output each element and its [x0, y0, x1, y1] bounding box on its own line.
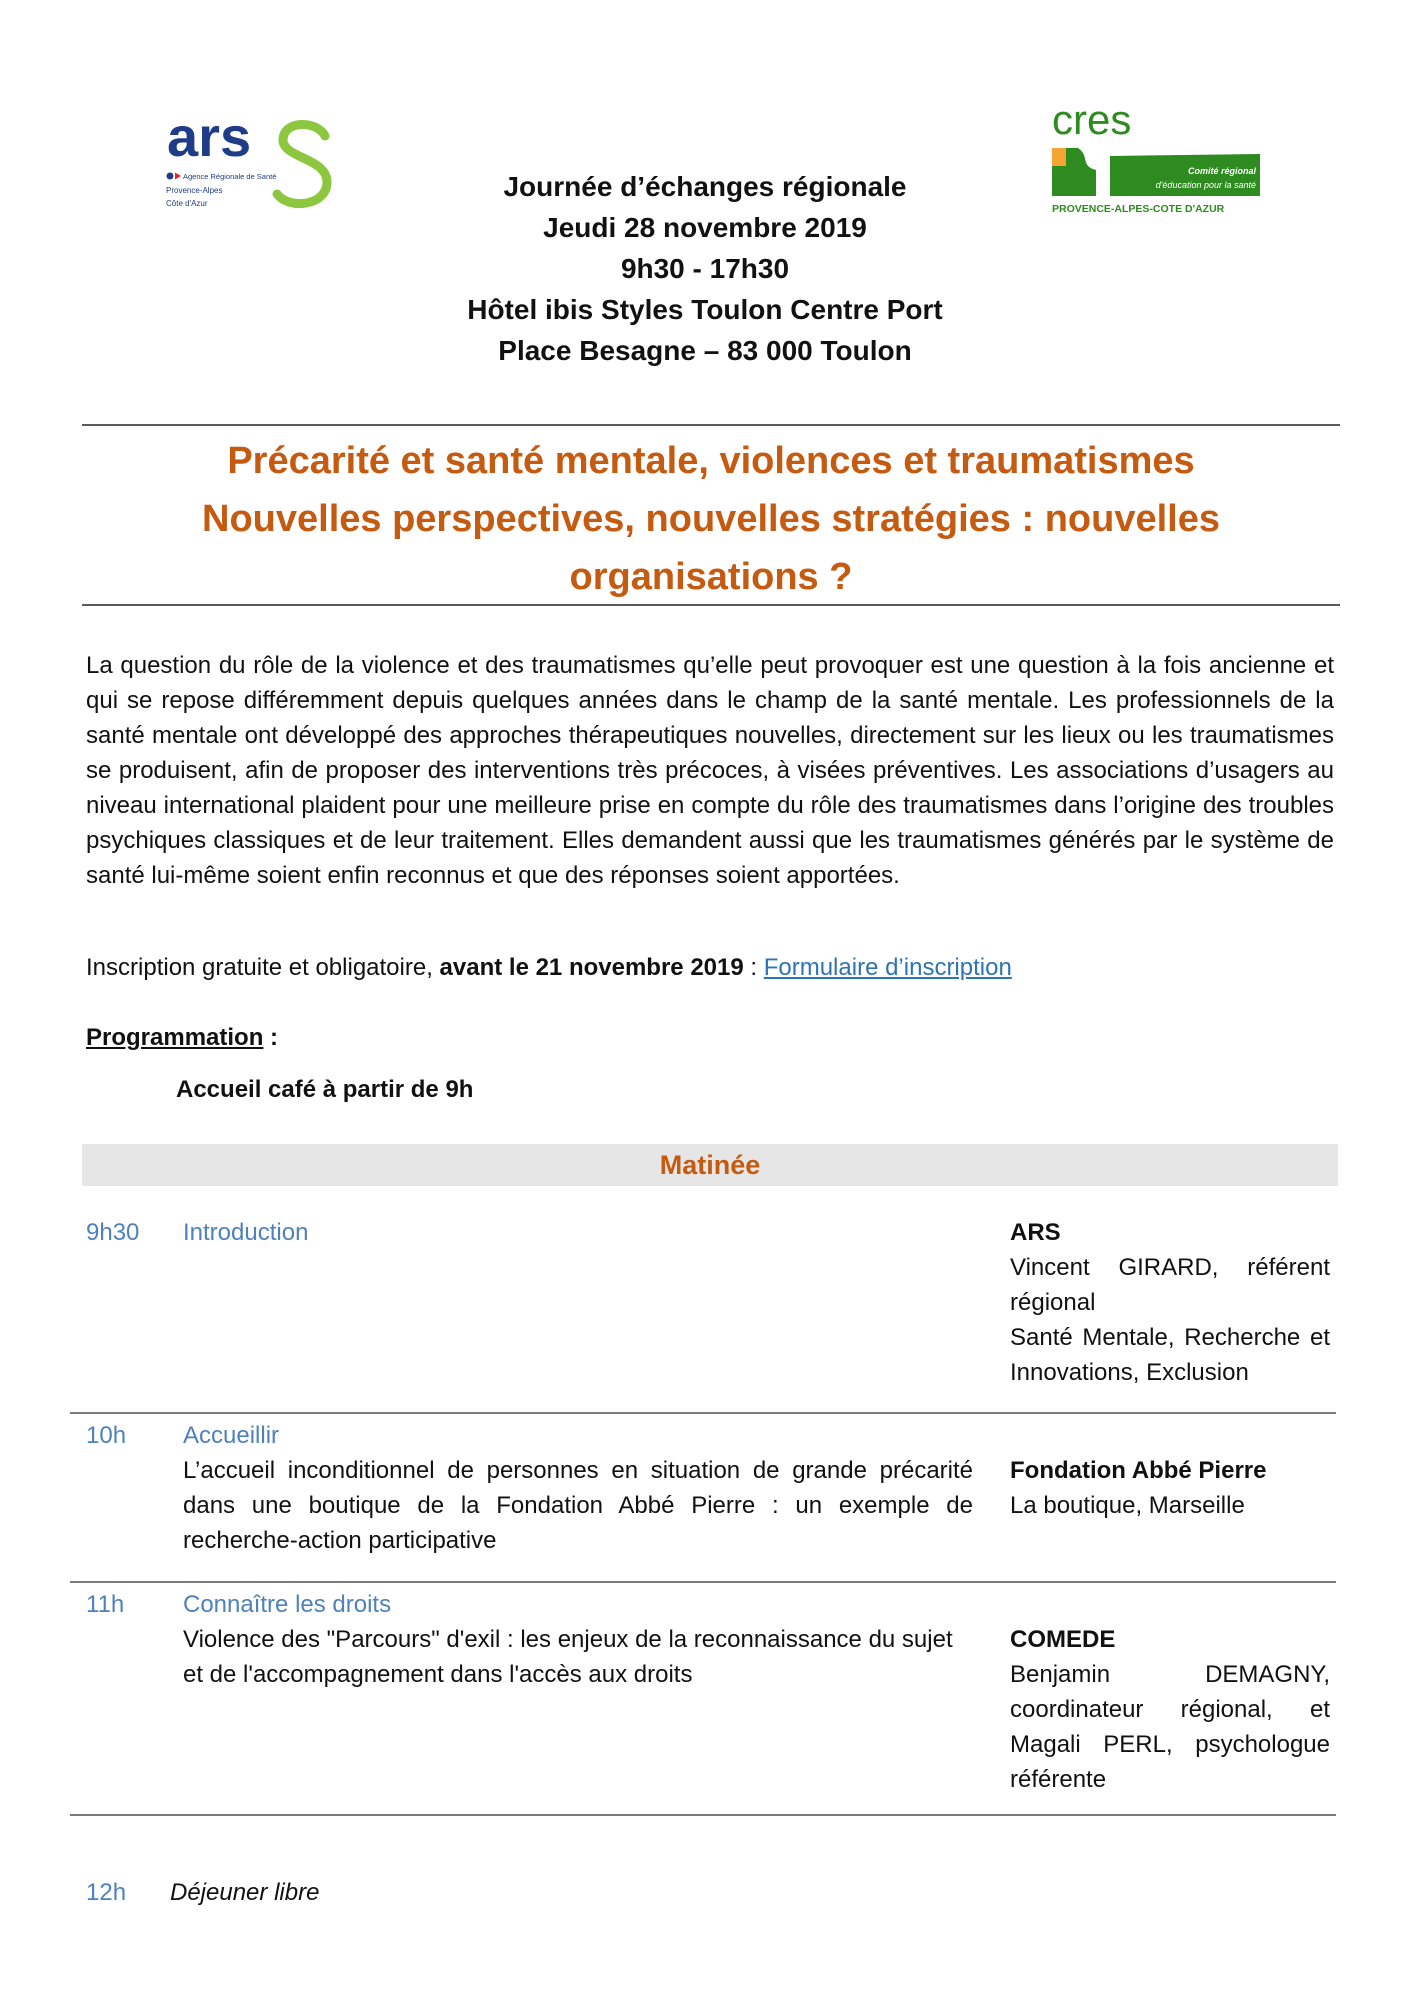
ars-logo-s-shape: [277, 124, 327, 203]
ars-logo-wordmark: ars: [167, 112, 252, 168]
inscription-separator: :: [743, 954, 764, 981]
speaker-detail: Santé Mentale, Recherche et Innovations, Exclusion: [1010, 1324, 1330, 1386]
speaker-organization: ARS: [1010, 1219, 1061, 1246]
event-header-address: Place Besagne – 83 000 Toulon: [498, 335, 912, 366]
cres-logo-line2: d'éducation pour la santé: [1155, 180, 1256, 190]
session-time: 9h30: [86, 1219, 140, 1246]
inscription-deadline: avant le 21 novembre 2019: [439, 954, 744, 981]
session-description: L’accueil inconditionnel de personnes en situation de grande précarité dans une boutique de la Fondation Abbé Pierre : un exemple de recherche-action participative: [183, 1457, 973, 1554]
speaker-organization: Fondation Abbé Pierre: [1010, 1457, 1267, 1484]
intro-paragraph: La question du rôle de la violence et des traumatismes qu’elle peut provoquer est une question à la fois ancienne et qui se repose différemment depuis quelques années dans le champ de la santé mentale. Les professionnels de la santé mentale ont développé des approches thérapeutiques nouvelles, directement sur les lieux ou les traumatismes se produisent, afin de proposer des interventions très précoces, à visées préventives. Les associations d’usagers au niveau international plaident pour une meilleure prise en compte du rôle des traumatismes dans l’origine des troubles psychiques classiques et de leur traitement. Elles demandent aussi que les traumatismes générés par le système de santé lui-même soient enfin reconnus et que des réponses soient apportées.: [86, 652, 1334, 889]
cres-logo-line1: Comité régional: [1187, 166, 1256, 176]
cres-logo-line3: PROVENCE-ALPES-COTE D'AZUR: [1052, 203, 1225, 215]
cres-logo-orange-block: [1052, 148, 1066, 166]
session-description: Violence des "Parcours" d'exil : les enjeux de la reconnaissance du sujet et de l'accompagnement dans l'accès aux droits: [183, 1626, 953, 1688]
inscription-prefix: Inscription gratuite et obligatoire,: [86, 954, 440, 981]
session-speaker: [1010, 1622, 1330, 1797]
cres-logo-wordmark: cres: [1052, 100, 1132, 143]
cres-logo-green-left: [1052, 166, 1066, 196]
lunch-label: Déjeuner libre: [170, 1879, 320, 1906]
inscription-line: [86, 950, 1336, 985]
session-divider: [70, 1581, 1336, 1583]
session-title: Accueillir: [183, 1422, 280, 1449]
event-header-date: Jeudi 28 novembre 2019: [543, 212, 867, 243]
session-title: Introduction: [183, 1219, 309, 1246]
session-divider: [70, 1412, 1336, 1414]
section-band-matinee: Matinée: [82, 1144, 1338, 1186]
ars-logo: [165, 112, 335, 224]
document-title-line: organisations ?: [569, 556, 853, 598]
session-title: Connaître les droits: [183, 1591, 392, 1618]
accueil-cafe: Accueil café à partir de 9h: [176, 1076, 474, 1103]
cres-logo-wave: [1066, 148, 1096, 196]
speaker-detail: La boutique, Marseille: [1010, 1492, 1245, 1519]
session-speaker: [1010, 1215, 1330, 1390]
session-divider: [70, 1814, 1336, 1816]
inscription-form-link[interactable]: Formulaire d’inscription: [763, 954, 1012, 981]
session-time: 11h: [86, 1591, 125, 1618]
programmation-label: Programmation: [86, 1024, 264, 1051]
ars-logo-line2: Provence-Alpes: [166, 186, 223, 195]
programmation-heading: [86, 1020, 278, 1055]
document-title-line: Précarité et santé mentale, violences et traumatismes: [227, 440, 1195, 482]
cres-logo: [1050, 100, 1275, 230]
document-title: [82, 432, 1340, 606]
ars-logo-line1: Agence Régionale de Santé: [183, 172, 277, 181]
speaker-detail: Vincent GIRARD, référent régional: [1010, 1254, 1330, 1316]
programmation-suffix: :: [263, 1024, 279, 1051]
ars-logo-dot-blue: [167, 173, 174, 180]
speaker-detail: Benjamin DEMAGNY, coordinateur régional, et Magali PERL, psychologue référente: [1010, 1661, 1330, 1793]
event-header-venue: Hôtel ibis Styles Toulon Centre Port: [467, 294, 943, 325]
session-speaker: [1010, 1453, 1330, 1523]
ars-logo-line3: Côte d'Azur: [166, 199, 208, 208]
title-top-divider: [82, 424, 1340, 426]
title-bottom-divider: [82, 604, 1340, 606]
event-header-hours: 9h30 - 17h30: [620, 253, 790, 284]
speaker-organization: COMEDE: [1010, 1626, 1116, 1653]
event-header-title: Journée d’échanges régionale: [503, 171, 907, 202]
lunch-time: 12h: [86, 1879, 127, 1906]
session-time: 10h: [86, 1422, 127, 1449]
ars-logo-arrow-red: [175, 173, 181, 180]
event-header: [380, 166, 1030, 371]
document-title-line: Nouvelles perspectives, nouvelles stratégies : nouvelles: [202, 498, 1220, 540]
